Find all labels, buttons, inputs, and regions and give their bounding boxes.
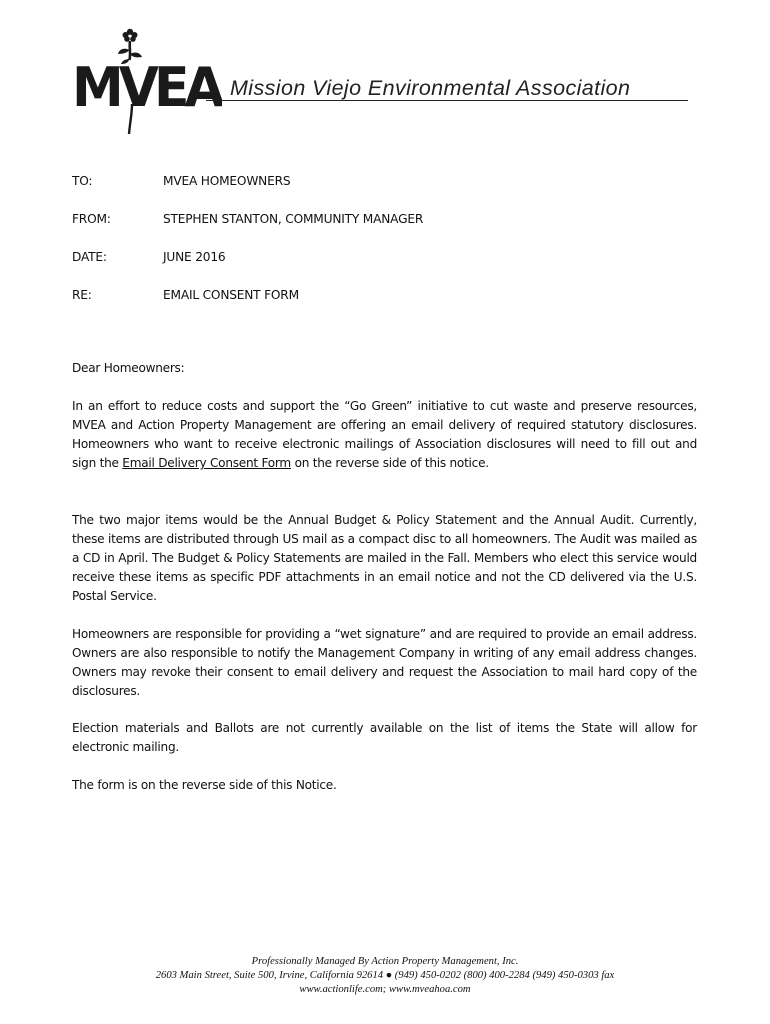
footer-address: 2603 Main Street, Suite 500, Irvine, California 92614 ● (949) 450-0202 (800) 400-2284 (949) 450-0303 fax xyxy=(155,970,615,982)
paragraph-go-green-text: In an effort to reduce costs and support the “Go Green” initiative to cut waste and preserve resources, MVEA and Action Property Management are offering an email delivery of required statutory disclosures. Homeowners who want to receive electronic mailings of Association disclosures will need to fill out and sign the xyxy=(72,399,697,471)
memo-date-row xyxy=(72,250,225,264)
paragraph-go-green-end: on the reverse side of this notice. xyxy=(290,456,489,471)
paragraph-major-items: The two major items would be the Annual Budget & Policy Statement and the Annual Audit. Currently, these items are distributed through US mail as a compact disc to all homeowners. The Audit was mailed as a CD in April. The Budget & Policy Statements are mailed in the Fall. Members who elect this service would receive these items as specific PDF attachments in an email notice and not the CD delivered via the U.S. Postal Service. xyxy=(72,513,697,604)
memo-from-label: FROM: xyxy=(72,212,111,226)
paragraph-go-green xyxy=(72,397,697,473)
paragraph-election-materials: Election materials and Ballots are not currently available on the list of items the State will allow for electronic mailing. xyxy=(72,721,697,755)
letterhead xyxy=(72,26,702,138)
logo-text: MVEA xyxy=(72,55,220,120)
memo-from-value: STEPHEN STANTON, COMMUNITY MANAGER xyxy=(163,212,424,226)
organization-name: Mission Viejo Environmental Association xyxy=(230,76,631,100)
footer xyxy=(0,955,770,998)
salutation: Dear Homeowners: xyxy=(72,361,185,375)
letterhead-rule xyxy=(206,100,688,101)
paragraph-form-location: The form is on the reverse side of this Notice. xyxy=(72,778,337,792)
mvea-logo xyxy=(72,26,222,138)
footer-websites: www.actionlife.com; www.mveahoa.com xyxy=(299,984,471,996)
memo-to-label: TO: xyxy=(72,174,93,188)
footer-management: Professionally Managed By Action Property Management, Inc. xyxy=(251,956,519,967)
memo-re-row xyxy=(72,288,299,302)
memo-to-row xyxy=(72,174,290,188)
memo-date-label: DATE: xyxy=(72,250,107,264)
memo-to-value: MVEA HOMEOWNERS xyxy=(163,174,291,188)
memo-re-value: EMAIL CONSENT FORM xyxy=(163,288,299,302)
memo-re-label: RE: xyxy=(72,288,92,302)
memo-from-row xyxy=(72,212,423,226)
consent-form-link[interactable]: Email Delivery Consent Form xyxy=(122,456,291,471)
memo-date-value: JUNE 2016 xyxy=(163,250,226,264)
paragraph-wet-signature: Homeowners are responsible for providing a “wet signature” and are required to provide an email address. Owners are also responsible to notify the Management Company in writing of any email address changes. Owners may revoke their consent to email delivery and request the Association to mail hard copy of the disclosures. xyxy=(72,627,697,699)
